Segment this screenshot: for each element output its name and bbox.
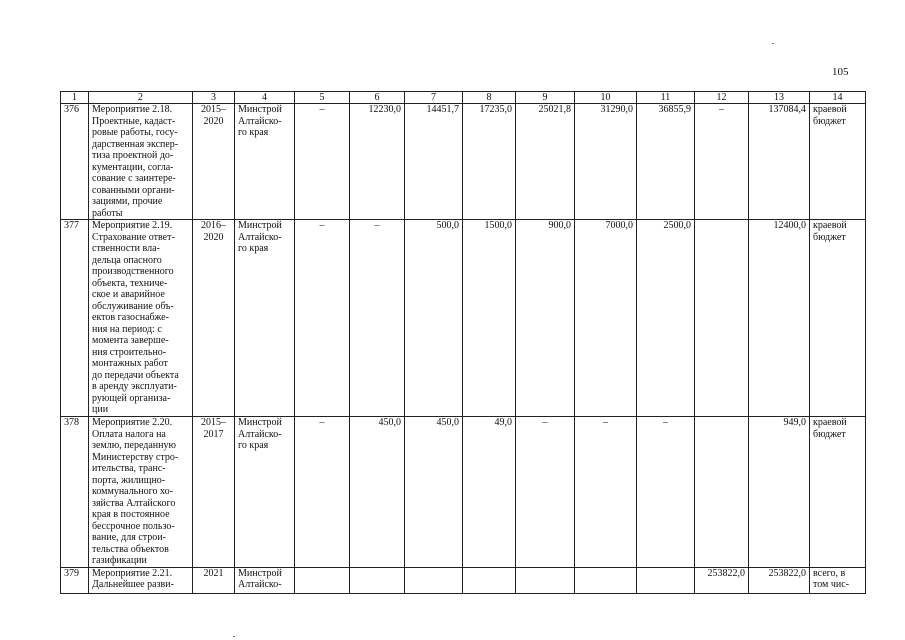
- activity-description-line: монтажных работ: [92, 358, 168, 369]
- period-line: 2015–: [201, 104, 226, 115]
- period-line: 2016–: [201, 220, 226, 231]
- activity-description-line: Дальнейшее разви-: [92, 579, 174, 590]
- activity-description-line: кументации, согла-: [92, 161, 174, 173]
- column-header-14: 14: [810, 92, 866, 104]
- activity-description-line: ительства, транс-: [92, 463, 166, 474]
- activity-description-line: ния строительно-: [92, 346, 167, 358]
- activity-description-line: порта, жилищно-: [92, 474, 166, 486]
- period-line: 2015–: [201, 417, 226, 428]
- executor-line: Алтайско-: [238, 115, 282, 127]
- activity-description-line: ния на период: с: [92, 323, 162, 335]
- activity-description-line: в аренду эксплуати-: [92, 381, 177, 392]
- period-line: 2020: [203, 231, 224, 243]
- column-header-10: 10: [575, 92, 637, 104]
- activity-description-line: сование с заинтере-: [92, 173, 176, 184]
- period-line: 2021: [203, 567, 224, 579]
- activity-description-line: момента заверше-: [92, 335, 169, 346]
- amount-c6: 12230,0: [350, 104, 405, 220]
- activity-description-line: землю, переданную: [92, 440, 176, 451]
- column-header-5: 5: [295, 92, 350, 104]
- period-line: 2020: [203, 115, 224, 127]
- activity-description-line: ции: [92, 404, 109, 415]
- amount-c5: –: [295, 417, 350, 568]
- header-row: [61, 92, 866, 104]
- amount-c12: –: [695, 104, 749, 220]
- activity-description-line: зяйства Алтайского: [92, 497, 176, 509]
- funding-source-line: всего, в: [813, 567, 846, 579]
- amount-c5: –: [295, 220, 350, 417]
- amount-c8: 1500,0: [463, 220, 516, 417]
- activity-description-line: края в постоянное: [92, 509, 170, 520]
- period: [193, 220, 235, 417]
- row-number: 379: [61, 567, 89, 593]
- column-header-11: 11: [637, 92, 695, 104]
- amount-c7: 450,0: [405, 417, 463, 568]
- amount-c7: [405, 567, 463, 593]
- page-number: 105: [832, 66, 849, 78]
- executor: [235, 417, 295, 568]
- executor-line: го края: [238, 127, 269, 138]
- amount-c9: 900,0: [516, 220, 575, 417]
- funding-source-line: краевой: [813, 417, 847, 428]
- amount-c9: –: [516, 417, 575, 568]
- activity-description-line: Проектные, кадаст-: [92, 115, 176, 127]
- activity-description-line: ектов газоснабже-: [92, 312, 169, 323]
- amount-c9: [516, 567, 575, 593]
- amount-c10: 31290,0: [575, 104, 637, 220]
- funding-source: [810, 220, 866, 417]
- amount-c8: 17235,0: [463, 104, 516, 220]
- period-line: 2017: [203, 428, 224, 440]
- executor: [235, 104, 295, 220]
- table-row: [61, 104, 866, 220]
- funding-source-line: бюджет: [813, 115, 846, 127]
- column-header-4: 4: [235, 92, 295, 104]
- column-header-7: 7: [405, 92, 463, 104]
- column-header-2: 2: [89, 92, 193, 104]
- executor-line: Алтайско-: [238, 428, 282, 440]
- activity-description-line: ственности вла-: [92, 243, 160, 254]
- funding-source-line: бюджет: [813, 231, 846, 243]
- funding-source: [810, 567, 866, 593]
- activity-description-line: рующей организа-: [92, 392, 171, 404]
- budget-table: [60, 91, 866, 594]
- activity-description-line: бессрочное пользо-: [92, 520, 175, 532]
- amount-c10: 7000,0: [575, 220, 637, 417]
- amount-c13: 253822,0: [749, 567, 810, 593]
- executor: [235, 220, 295, 417]
- activity-description: [89, 220, 193, 417]
- activity-description-line: Мероприятие 2.18.: [92, 104, 173, 115]
- column-header-12: 12: [695, 92, 749, 104]
- activity-description-line: обслуживание объ-: [92, 300, 174, 312]
- funding-source-line: краевой: [813, 220, 847, 231]
- executor: [235, 567, 295, 593]
- executor-line: го края: [238, 440, 269, 451]
- activity-description-line: тиза проектной до-: [92, 150, 174, 161]
- period: [193, 104, 235, 220]
- table-row: [61, 220, 866, 417]
- activity-description-line: Мероприятие 2.21.: [92, 567, 173, 579]
- amount-c6: [350, 567, 405, 593]
- activity-description-line: до передачи объекта: [92, 369, 179, 381]
- amount-c13: 949,0: [749, 417, 810, 568]
- amount-c12: [695, 417, 749, 568]
- activity-description-line: Страхование ответ-: [92, 231, 175, 243]
- activity-description-line: Оплата налога на: [92, 428, 166, 440]
- activity-description-line: зациями, прочие: [92, 196, 163, 207]
- row-number: 377: [61, 220, 89, 417]
- executor-line: Алтайско-: [238, 579, 282, 590]
- executor-line: Минстрой: [238, 417, 282, 428]
- activity-description-line: ское и аварийное: [92, 289, 165, 300]
- period: [193, 567, 235, 593]
- activity-description-line: газификации: [92, 555, 147, 566]
- funding-source-line: бюджет: [813, 428, 846, 440]
- amount-c6: –: [350, 220, 405, 417]
- amount-c7: 500,0: [405, 220, 463, 417]
- amount-c6: 450,0: [350, 417, 405, 568]
- amount-c8: [463, 567, 516, 593]
- table-body: [61, 104, 866, 594]
- amount-c12: 253822,0: [695, 567, 749, 593]
- amount-c11: 36855,9: [637, 104, 695, 220]
- activity-description-line: дарственная экспер-: [92, 138, 179, 150]
- table-row: [61, 567, 866, 593]
- activity-description: [89, 104, 193, 220]
- executor-line: Минстрой: [238, 104, 282, 115]
- activity-description-line: ровые работы, госу-: [92, 127, 178, 138]
- amount-c10: [575, 567, 637, 593]
- table-row: [61, 417, 866, 568]
- amount-c13: 137084,4: [749, 104, 810, 220]
- executor-line: Минстрой: [238, 567, 282, 579]
- activity-description: [89, 417, 193, 568]
- column-header-8: 8: [463, 92, 516, 104]
- activity-description-line: Министерству стро-: [92, 451, 179, 463]
- activity-description-line: сованными органи-: [92, 184, 175, 196]
- funding-source-line: том чис-: [813, 579, 850, 590]
- activity-description: [89, 567, 193, 593]
- activity-description-line: коммунального хо-: [92, 486, 173, 497]
- amount-c13: 12400,0: [749, 220, 810, 417]
- column-header-1: 1: [61, 92, 89, 104]
- amount-c5: [295, 567, 350, 593]
- activity-description-line: объекта, техниче-: [92, 277, 168, 289]
- activity-description-line: Мероприятие 2.20.: [92, 417, 173, 428]
- row-number: 378: [61, 417, 89, 568]
- funding-source: [810, 417, 866, 568]
- column-header-6: 6: [350, 92, 405, 104]
- row-number: 376: [61, 104, 89, 220]
- funding-source-line: краевой: [813, 104, 847, 115]
- activity-description-line: производственного: [92, 266, 174, 277]
- scan-speck: [233, 636, 235, 637]
- amount-c11: [637, 567, 695, 593]
- executor-line: Минстрой: [238, 220, 282, 231]
- activity-description-line: вание, для строи-: [92, 532, 166, 543]
- period: [193, 417, 235, 568]
- activity-description-line: работы: [92, 207, 123, 219]
- activity-description-line: тельства объектов: [92, 543, 169, 555]
- amount-c8: 49,0: [463, 417, 516, 568]
- scan-speck: [772, 43, 774, 44]
- amount-c11: –: [637, 417, 695, 568]
- funding-source: [810, 104, 866, 220]
- amount-c7: 14451,7: [405, 104, 463, 220]
- amount-c10: –: [575, 417, 637, 568]
- amount-c12: [695, 220, 749, 417]
- activity-description-line: Мероприятие 2.19.: [92, 220, 173, 231]
- column-header-9: 9: [516, 92, 575, 104]
- activity-description-line: дельца опасного: [92, 254, 162, 266]
- amount-c9: 25021,8: [516, 104, 575, 220]
- amount-c5: –: [295, 104, 350, 220]
- executor-line: Алтайско-: [238, 231, 282, 243]
- executor-line: го края: [238, 243, 269, 254]
- amount-c11: 2500,0: [637, 220, 695, 417]
- column-header-3: 3: [193, 92, 235, 104]
- column-header-13: 13: [749, 92, 810, 104]
